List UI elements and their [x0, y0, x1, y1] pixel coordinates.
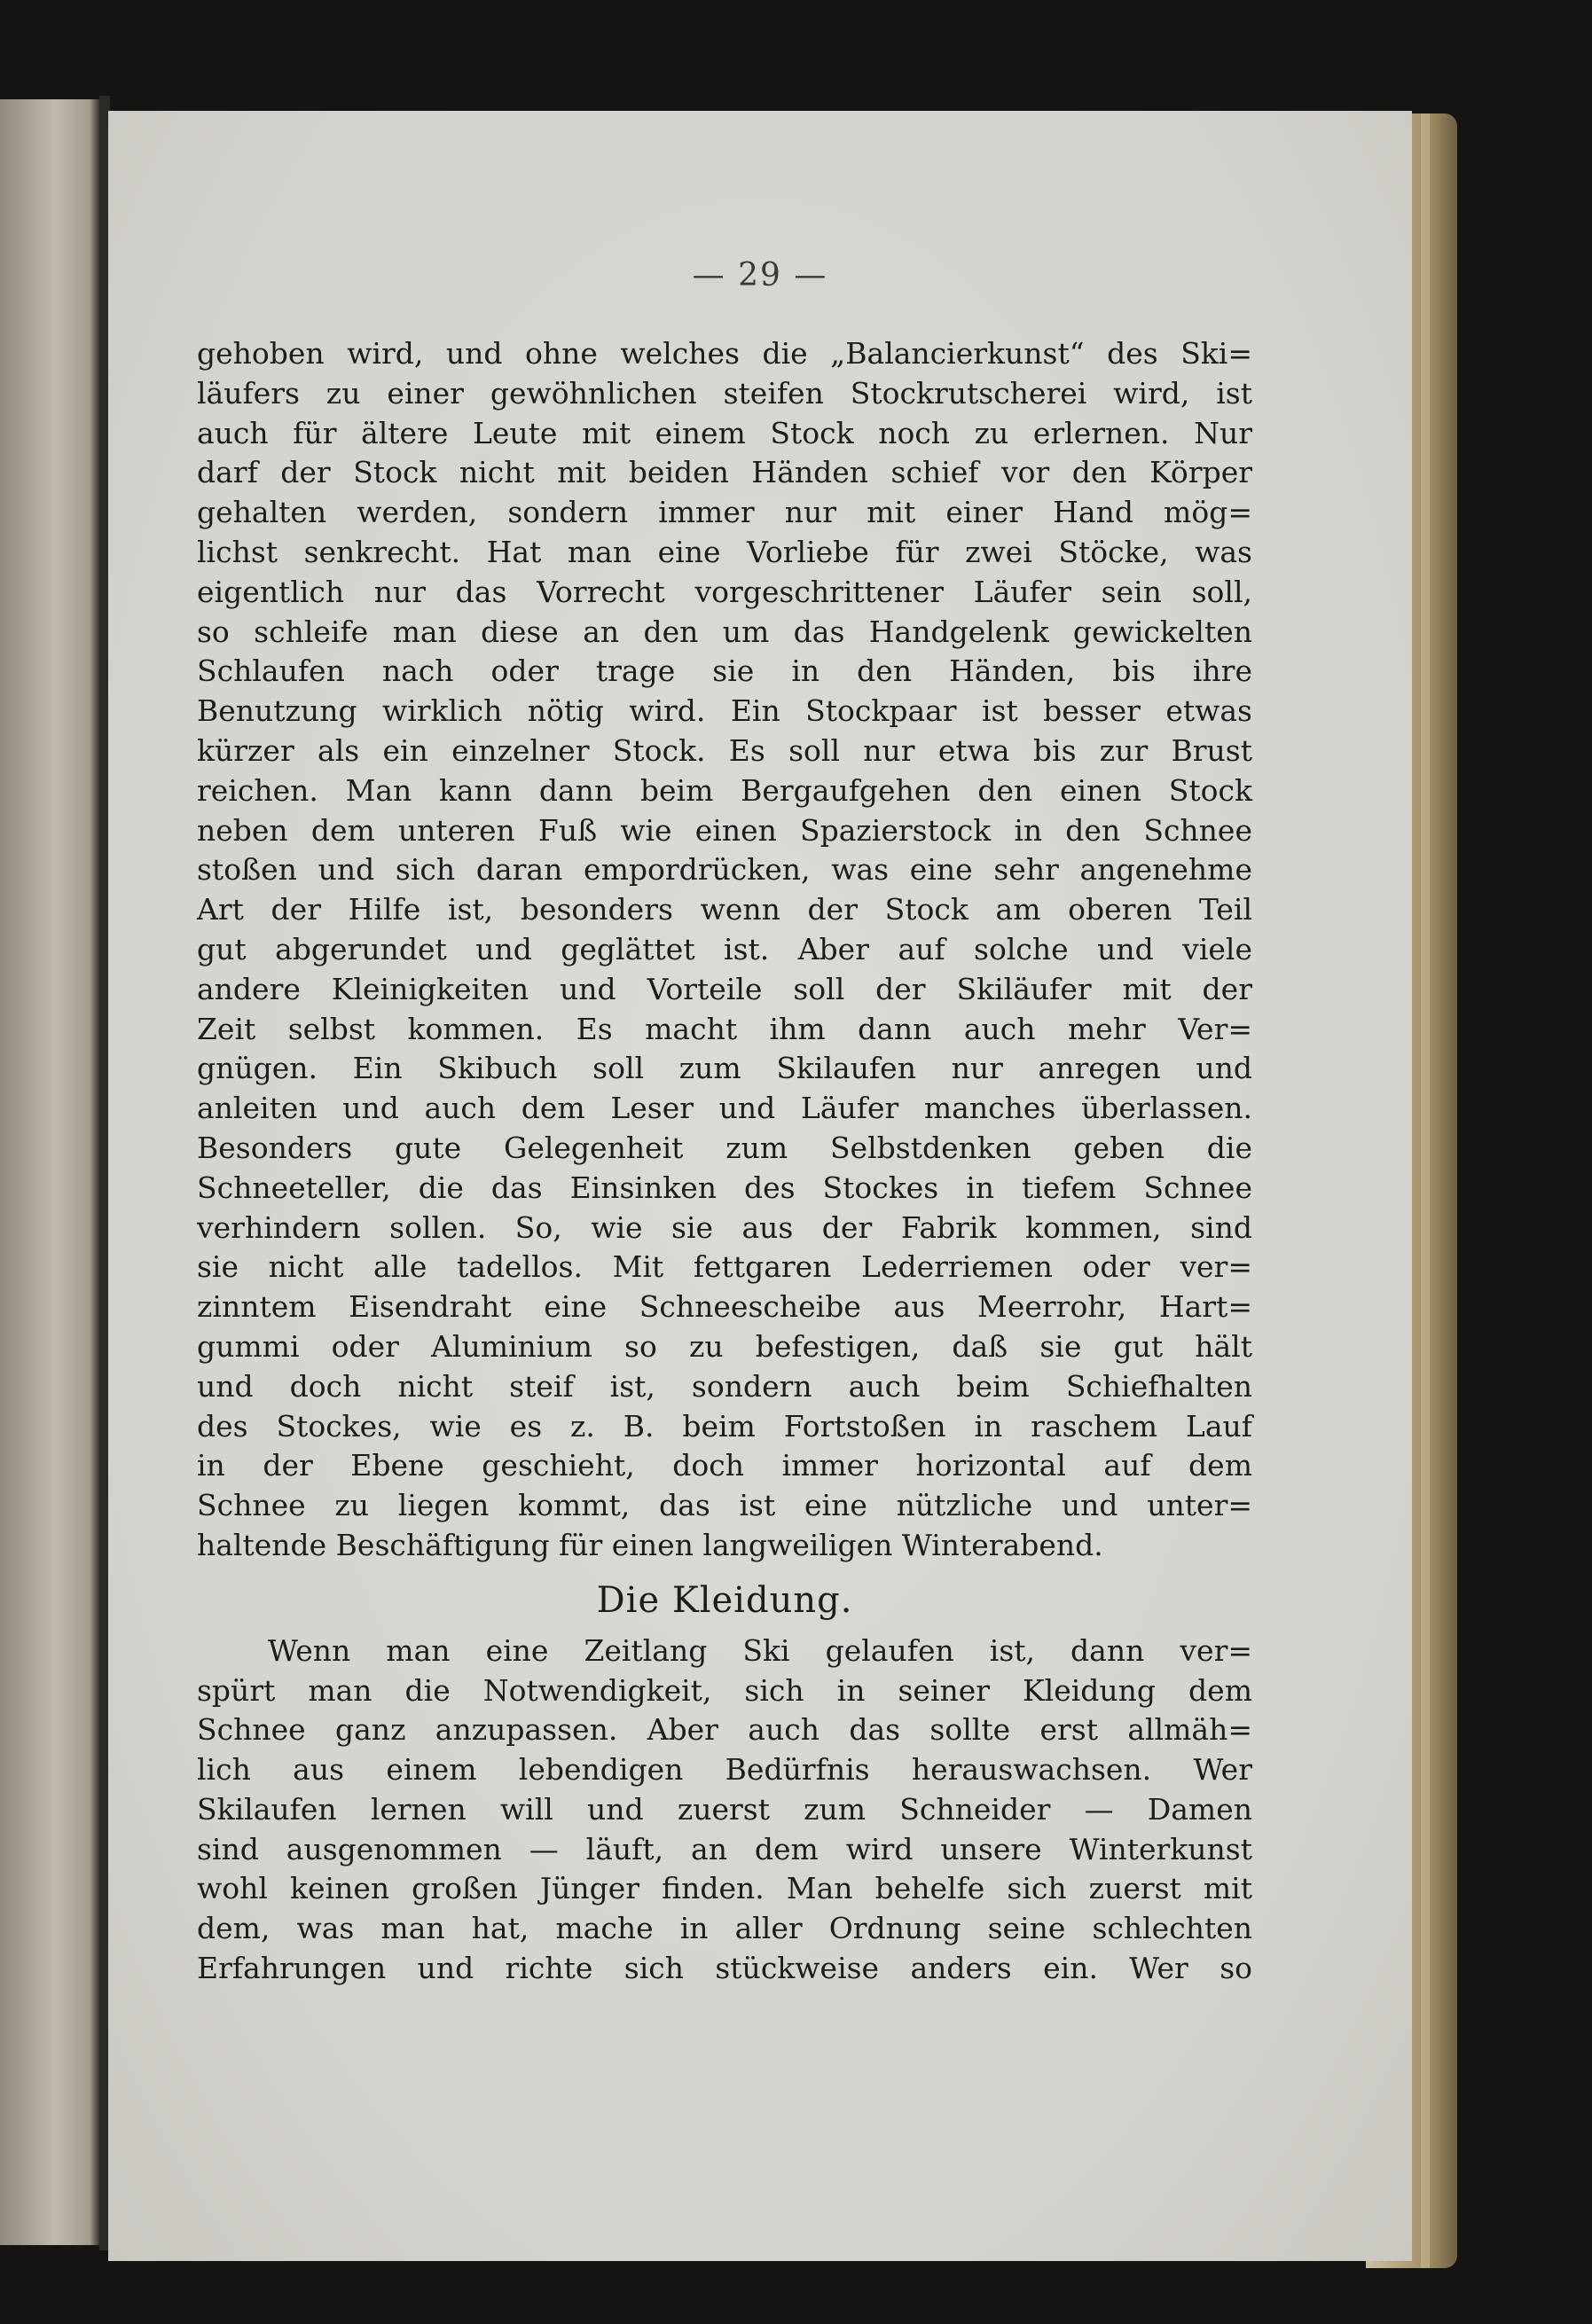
text-line: neben dem unteren Fuß wie einen Spazierstock in den Schnee: [197, 812, 1252, 848]
text-line: gnügen. Ein Skibuch soll zum Skilaufen nur anregen und: [197, 1051, 1252, 1086]
text-line: so schleife man diese an den um das Handgelenk gewickelten: [197, 614, 1252, 649]
text-line: und doch nicht steif ist, sondern auch beim Schiefhalten: [197, 1368, 1252, 1404]
text-line: wohl keinen großen Jünger finden. Man behelfe sich zuerst mit: [197, 1871, 1252, 1906]
text-line: haltende Beschäftigung für einen langweiligen Winterabend.: [197, 1527, 1103, 1562]
text-line: zinntem Eisendraht eine Schneescheibe aus Meerrohr, Hart=: [197, 1289, 1252, 1325]
text-line: spürt man die Notwendigkeit, sich in seiner Kleidung dem: [197, 1672, 1252, 1708]
text-line: lichst senkrecht. Hat man eine Vorliebe für zwei Stöcke, was: [197, 534, 1252, 569]
page-number: — 29 —: [692, 257, 828, 293]
paragraph-stock-technique: [197, 334, 1252, 1566]
text-line: dem, was man hat, mache in aller Ordnung seine schlechten: [197, 1911, 1252, 1946]
text-line: darf der Stock nicht mit beiden Händen schief vor den Körper: [197, 455, 1252, 490]
text-line: Skilaufen lernen will und zuerst zum Schneider — Damen: [197, 1791, 1252, 1827]
text-line: Schneeteller, die das Einsinken des Stockes in tiefem Schnee: [197, 1170, 1252, 1205]
page-body: [197, 334, 1252, 1989]
text-line: Benutzung wirklich nötig wird. Ein Stockpaar ist besser etwas: [197, 693, 1252, 729]
text-line: kürzer als ein einzelner Stock. Es soll nur etwa bis zur Brust: [197, 732, 1252, 768]
text-line: Schnee zu liegen kommt, das ist eine nützliche und unter=: [197, 1488, 1252, 1523]
text-line: eigentlich nur das Vorrecht vorgeschrittener Läufer sein soll,: [197, 574, 1252, 609]
text-line: in der Ebene geschieht, doch immer horizontal auf dem: [197, 1448, 1252, 1483]
book-page: [108, 111, 1412, 2261]
text-line: verhindern sollen. So, wie sie aus der Fabrik kommen, sind: [197, 1209, 1252, 1245]
facing-page-edge: [0, 99, 99, 2245]
paragraph-clothing: [197, 1631, 1252, 1989]
text-line: anleiten und auch dem Leser und Läufer manches überlassen.: [197, 1091, 1252, 1126]
text-line: auch für ältere Leute mit einem Stock noch zu erlernen. Nur: [197, 415, 1252, 450]
text-line: Erfahrungen und richte sich stückweise anders ein. Wer so: [197, 1951, 1252, 1986]
text-line: gehalten werden, sondern immer nur mit einer Hand mög=: [197, 495, 1252, 530]
text-line: sind ausgenommen — läuft, an dem wird unsere Winterkunst: [197, 1831, 1252, 1866]
text-line: gehoben wird, und ohne welches die „Balancierkunst“ des Ski=: [197, 336, 1252, 371]
text-line: Schlaufen nach oder trage sie in den Händen, bis ihre: [197, 653, 1252, 689]
text-line: stoßen und sich daran empordrücken, was eine sehr angenehme: [197, 852, 1252, 888]
text-line: Art der Hilfe ist, besonders wenn der Stock am oberen Teil: [197, 892, 1252, 927]
text-line: Schnee ganz anzupassen. Aber auch das sollte erst allmäh=: [197, 1712, 1252, 1748]
text-line: sie nicht alle tadellos. Mit fettgaren Lederriemen oder ver=: [197, 1249, 1252, 1285]
text-line: läufers zu einer gewöhnlichen steifen Stockrutscherei wird, ist: [197, 375, 1252, 411]
section-heading: Die Kleidung.: [596, 1579, 853, 1621]
text-line: reichen. Man kann dann beim Bergaufgehen den einen Stock: [197, 772, 1252, 808]
text-line: des Stockes, wie es z. B. beim Fortstoßen in raschem Lauf: [197, 1408, 1252, 1444]
text-line: lich aus einem lebendigen Bedürfnis herauswachsen. Wer: [197, 1752, 1252, 1788]
text-line: Zeit selbst kommen. Es macht ihm dann auch mehr Ver=: [197, 1011, 1252, 1046]
text-line: gut abgerundet und geglättet ist. Aber auf solche und viele: [197, 931, 1252, 966]
text-line: gummi oder Aluminium so zu befestigen, daß sie gut hält: [197, 1328, 1252, 1364]
text-line: Wenn man eine Zeitlang Ski gelaufen ist, dann ver=: [268, 1632, 1252, 1668]
text-line: andere Kleinigkeiten und Vorteile soll der Skiläufer mit der: [197, 971, 1252, 1006]
text-line: Besonders gute Gelegenheit zum Selbstdenken geben die: [197, 1130, 1252, 1165]
